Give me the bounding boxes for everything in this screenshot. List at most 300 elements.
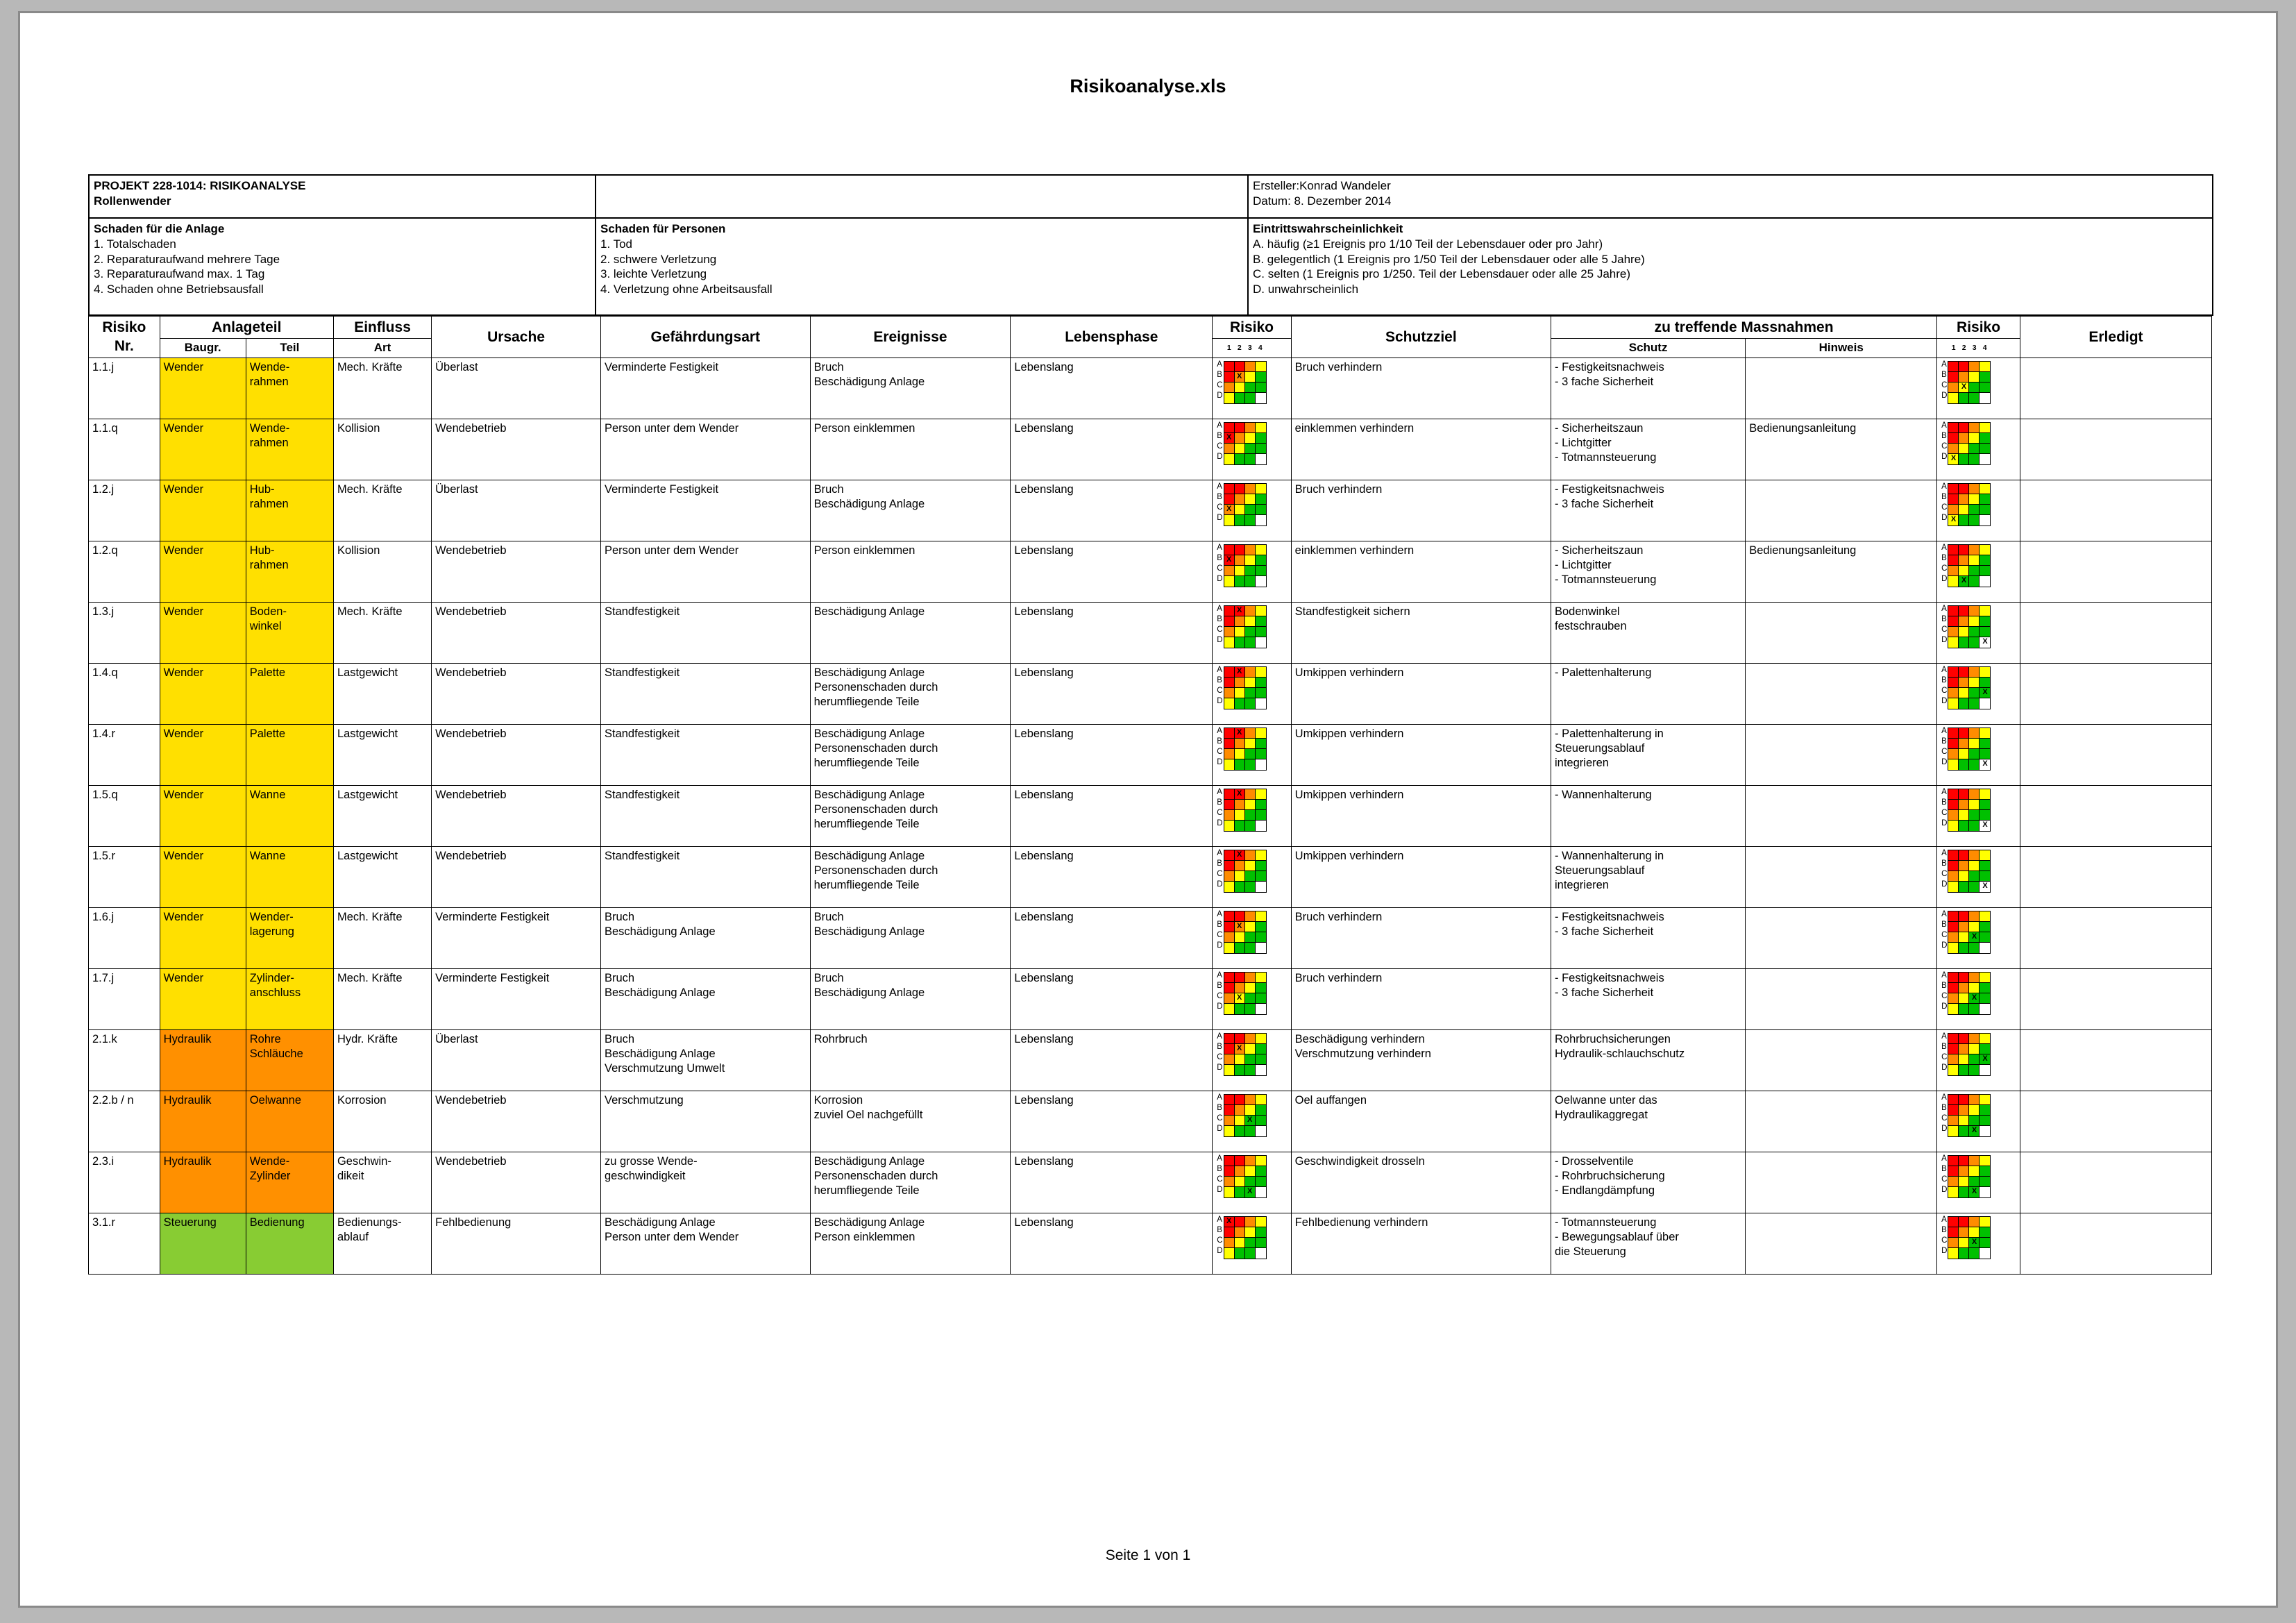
cell-erledigt[interactable] [2020, 1091, 2211, 1152]
matrix-cell [1245, 749, 1256, 759]
matrix-cell [1959, 616, 1969, 627]
matrix-cell [1256, 850, 1266, 861]
matrix-cell [1224, 789, 1235, 800]
col-erledigt: Erledigt [2020, 317, 2211, 358]
cell-art: Bedienungs- ablauf [333, 1213, 431, 1274]
cell-schutz: - Sicherheitszaun - Lichtgitter - Totmannsteuerung [1551, 541, 1746, 602]
matrix-cell [1224, 810, 1235, 821]
matrix-cell [1959, 800, 1969, 810]
matrix-cell [1224, 1034, 1235, 1044]
matrix-cell [1980, 1187, 1990, 1197]
table-row[interactable] [89, 541, 2212, 602]
document-page [18, 11, 2278, 1608]
matrix-col-number: 4 [1982, 344, 1987, 352]
matrix-cell [1980, 545, 1990, 555]
cell-schutzziel: Umkippen verhindern [1291, 663, 1551, 724]
matrix-row-label: A [1941, 970, 1947, 979]
matrix-cell [1245, 861, 1256, 871]
matrix-cell [1959, 545, 1969, 555]
cell-schutzziel: Fehlbedienung verhindern [1291, 1213, 1551, 1274]
risk-matrix [1941, 1216, 2016, 1259]
matrix-cell [1256, 698, 1266, 709]
cell-risk-after[interactable] [1937, 541, 2020, 602]
matrix-row-labels [1941, 422, 1947, 464]
matrix-row-label: C [1217, 442, 1223, 451]
matrix-cell [1224, 1054, 1235, 1065]
matrix-grid [1948, 972, 1991, 1015]
matrix-cell [1959, 821, 1969, 831]
matrix-row-labels [1217, 850, 1222, 891]
risk-matrix [1216, 666, 1287, 709]
cell-lebensphase: Lebenslang [1011, 968, 1213, 1029]
cell-risk-before[interactable] [1213, 846, 1291, 907]
matrix-cell [1235, 800, 1245, 810]
matrix-row-labels [1941, 544, 1947, 586]
matrix-cell [1980, 850, 1990, 861]
matrix-cell [1235, 1054, 1245, 1065]
matrix-cell [1959, 1248, 1969, 1259]
matrix-cell [1948, 484, 1959, 494]
table-row[interactable] [89, 1213, 2212, 1274]
matrix-cell [1948, 1034, 1959, 1044]
cell-risk-after[interactable] [1937, 724, 2020, 785]
matrix-cell [1948, 362, 1959, 372]
cell-lebensphase: Lebenslang [1011, 1091, 1213, 1152]
matrix-cell [1245, 433, 1256, 444]
matrix-cell [1959, 850, 1969, 861]
matrix-row-label: B [1217, 1164, 1222, 1173]
cell-gefaehrdungsart: Verminderte Festigkeit [600, 480, 810, 541]
matrix-row-label: D [1941, 1063, 1948, 1072]
matrix-cell [1948, 810, 1959, 821]
matrix-cell [1256, 1034, 1266, 1044]
matrix-row-label: B [1217, 553, 1222, 562]
matrix-cell [1235, 943, 1245, 953]
matrix-cell [1245, 1166, 1256, 1177]
table-row[interactable] [89, 1029, 2212, 1091]
matrix-grid [1948, 1216, 1991, 1259]
matrix-cell [1256, 821, 1266, 831]
damage-plant-item: 2. Reparaturaufwand mehrere Tage [94, 252, 280, 266]
matrix-cell [1969, 739, 1980, 749]
cell-erledigt[interactable] [2020, 480, 2211, 541]
damage-persons-item: 3. leichte Verletzung [600, 267, 707, 281]
matrix-row-label: D [1941, 880, 1948, 889]
matrix-grid [1948, 483, 1991, 526]
cell-risk-before[interactable] [1213, 968, 1291, 1029]
col-einfluss: Einfluss [333, 317, 431, 339]
matrix-grid [1948, 1094, 1991, 1137]
cell-erledigt[interactable] [2020, 968, 2211, 1029]
matrix-cell [1980, 1105, 1990, 1116]
matrix-cell [1245, 1177, 1256, 1187]
matrix-cell [1256, 882, 1266, 892]
matrix-cell [1948, 882, 1959, 892]
matrix-cell: X [1245, 1116, 1256, 1126]
cell-ursache: Wendebetrieb [432, 724, 601, 785]
matrix-cell [1948, 1126, 1959, 1136]
matrix-cell [1235, 821, 1245, 831]
table-row[interactable] [89, 968, 2212, 1029]
table-row[interactable] [89, 1091, 2212, 1152]
cell-erledigt[interactable] [2020, 419, 2211, 480]
matrix-cell [1959, 454, 1969, 464]
cell-risk-before[interactable] [1213, 1091, 1291, 1152]
table-row[interactable] [89, 602, 2212, 663]
matrix-cell [1969, 372, 1980, 382]
cell-teil: Zylinder- anschluss [246, 968, 333, 1029]
matrix-cell [1980, 606, 1990, 616]
risk-matrix [1216, 1093, 1287, 1137]
matrix-cell [1959, 505, 1969, 515]
matrix-cell [1256, 932, 1266, 943]
matrix-cell [1980, 810, 1990, 821]
matrix-cell [1235, 911, 1245, 922]
cell-lebensphase: Lebenslang [1011, 846, 1213, 907]
cell-risk-after[interactable] [1937, 419, 2020, 480]
risk-matrix [1941, 666, 2016, 709]
col-baugr: Baugr. [160, 339, 246, 358]
cell-risk-after[interactable] [1937, 480, 2020, 541]
matrix-grid [1948, 605, 1991, 648]
matrix-row-label: D [1941, 635, 1948, 644]
cell-gefaehrdungsart: Standfestigkeit [600, 724, 810, 785]
matrix-cell [1959, 1034, 1969, 1044]
matrix-row-label: D [1941, 1246, 1948, 1255]
matrix-cell [1224, 1044, 1235, 1054]
cell-risk-before[interactable] [1213, 602, 1291, 663]
risk-matrix [1216, 360, 1287, 404]
matrix-row-label: C [1217, 1175, 1223, 1184]
matrix-row-label: B [1217, 1103, 1222, 1112]
cell-risk-before[interactable] [1213, 1213, 1291, 1274]
matrix-cell [1959, 983, 1969, 993]
cell-risiko-nr: 1.5.r [89, 846, 160, 907]
matrix-cell [1959, 759, 1969, 770]
matrix-row-labels [1217, 361, 1222, 403]
cell-risk-before[interactable] [1213, 480, 1291, 541]
cell-erledigt[interactable] [2020, 1029, 2211, 1091]
cell-risk-before[interactable] [1213, 785, 1291, 846]
cell-gefaehrdungsart: Person unter dem Wender [600, 419, 810, 480]
matrix-row-label: D [1217, 635, 1223, 644]
table-row[interactable] [89, 907, 2212, 968]
cell-risk-before[interactable] [1213, 358, 1291, 419]
cell-risk-after[interactable] [1937, 1029, 2020, 1091]
matrix-row-label: B [1941, 1103, 1947, 1112]
matrix-cell [1969, 484, 1980, 494]
matrix-cell [1959, 1095, 1969, 1105]
matrix-cell [1245, 688, 1256, 698]
matrix-cell [1245, 850, 1256, 861]
cell-ursache: Wendebetrieb [432, 1091, 601, 1152]
matrix-row-label: C [1217, 1236, 1223, 1245]
matrix-cell [1256, 627, 1266, 637]
matrix-cell [1256, 393, 1266, 403]
cell-erledigt[interactable] [2020, 663, 2211, 724]
cell-gefaehrdungsart: Verminderte Festigkeit [600, 358, 810, 419]
cell-hinweis [1746, 1213, 1937, 1274]
matrix-cell [1235, 1095, 1245, 1105]
project-subtitle: Rollenwender [94, 194, 171, 208]
matrix-cell: X [1980, 882, 1990, 892]
cell-risk-before[interactable] [1213, 541, 1291, 602]
matrix-cell [1256, 800, 1266, 810]
risk-matrix [1941, 1032, 2016, 1076]
matrix-cell [1959, 423, 1969, 433]
matrix-cell [1959, 433, 1969, 444]
matrix-cell [1948, 1095, 1959, 1105]
matrix-row-label: C [1941, 686, 1948, 695]
matrix-cell [1948, 1065, 1959, 1075]
matrix-grid [1224, 728, 1267, 771]
matrix-cell [1959, 789, 1969, 800]
matrix-cell [1224, 698, 1235, 709]
cell-risiko-nr: 2.2.b / n [89, 1091, 160, 1152]
matrix-row-label: D [1217, 696, 1223, 705]
matrix-grid [1224, 666, 1267, 709]
matrix-cell [1959, 1156, 1969, 1166]
matrix-cell [1256, 1238, 1266, 1248]
table-row[interactable] [89, 419, 2212, 480]
cell-risk-after[interactable] [1937, 663, 2020, 724]
cell-baugr: Wender [160, 358, 246, 419]
damage-plant-item: 3. Reparaturaufwand max. 1 Tag [94, 267, 265, 281]
matrix-row-labels [1217, 789, 1222, 830]
matrix-cell [1948, 627, 1959, 637]
matrix-row-label: D [1217, 1185, 1223, 1194]
matrix-cell [1235, 545, 1245, 555]
col-ereignisse: Ereignisse [810, 317, 1011, 358]
matrix-row-labels [1941, 666, 1947, 708]
matrix-cell: X [1224, 505, 1235, 515]
matrix-cell [1245, 698, 1256, 709]
matrix-cell [1959, 922, 1969, 932]
cell-schutzziel: Umkippen verhindern [1291, 846, 1551, 907]
cell-risk-after[interactable] [1937, 1152, 2020, 1213]
cell-risk-after[interactable] [1937, 1213, 2020, 1274]
matrix-cell [1959, 1166, 1969, 1177]
table-row[interactable] [89, 663, 2212, 724]
cell-ereignisse: Korrosion zuviel Oel nachgefüllt [810, 1091, 1011, 1152]
cell-erledigt[interactable] [2020, 541, 2211, 602]
cell-baugr: Hydraulik [160, 1029, 246, 1091]
cell-erledigt[interactable] [2020, 358, 2211, 419]
matrix-cell [1224, 759, 1235, 770]
matrix-cell [1980, 1065, 1990, 1075]
matrix-row-label: A [1941, 848, 1947, 857]
cell-schutzziel: Bruch verhindern [1291, 907, 1551, 968]
project-cell [89, 175, 596, 218]
matrix-cell [1948, 850, 1959, 861]
matrix-cell [1224, 1156, 1235, 1166]
matrix-cell: X [1980, 1054, 1990, 1065]
cell-risk-before[interactable] [1213, 907, 1291, 968]
matrix-cell [1959, 973, 1969, 983]
matrix-grid [1948, 361, 1991, 404]
cell-risk-after[interactable] [1937, 602, 2020, 663]
cell-risk-after[interactable] [1937, 1091, 2020, 1152]
matrix-cell [1245, 423, 1256, 433]
matrix-row-label: D [1941, 574, 1948, 583]
matrix-cell: X [1235, 606, 1245, 616]
matrix-cell [1224, 566, 1235, 576]
matrix-grid [1224, 850, 1267, 893]
matrix-row-label: D [1217, 391, 1223, 400]
cell-ursache: Wendebetrieb [432, 602, 601, 663]
matrix-cell [1235, 433, 1245, 444]
matrix-row-labels [1217, 972, 1222, 1014]
table-row[interactable] [89, 1152, 2212, 1213]
matrix-row-label: B [1217, 614, 1222, 623]
matrix-row-label: A [1941, 543, 1947, 552]
cell-erledigt[interactable] [2020, 1152, 2211, 1213]
matrix-row-label: A [1941, 787, 1947, 796]
matrix-cell [1256, 871, 1266, 882]
matrix-cell [1224, 1065, 1235, 1075]
cell-erledigt[interactable] [2020, 1213, 2211, 1274]
cell-risiko-nr: 3.1.r [89, 1213, 160, 1274]
cell-risk-before[interactable] [1213, 1152, 1291, 1213]
col-gefaehrdungsart: Gefährdungsart [600, 317, 810, 358]
risk-matrix [1941, 727, 2016, 771]
matrix-row-label: D [1217, 1063, 1223, 1072]
cell-erledigt[interactable] [2020, 785, 2211, 846]
cell-risk-after[interactable] [1937, 785, 2020, 846]
matrix-cell [1235, 759, 1245, 770]
table-row[interactable] [89, 785, 2212, 846]
matrix-cell [1235, 484, 1245, 494]
matrix-cell [1980, 454, 1990, 464]
matrix-cell [1959, 362, 1969, 372]
matrix-cell [1948, 943, 1959, 953]
col-risiko-before [1213, 317, 1291, 339]
matrix-cell [1224, 993, 1235, 1004]
matrix-cell: X [1959, 576, 1969, 587]
matrix-cell [1256, 576, 1266, 587]
matrix-cell [1969, 810, 1980, 821]
matrix-cell [1959, 749, 1969, 759]
risk-matrix [1216, 605, 1287, 648]
matrix-cell [1256, 566, 1266, 576]
cell-risk-after[interactable] [1937, 358, 2020, 419]
cell-ereignisse: Rohrbruch [810, 1029, 1011, 1091]
cell-schutz: - Festigkeitsnachweis - 3 fache Sicherheit [1551, 907, 1746, 968]
table-row[interactable] [89, 724, 2212, 785]
cell-art: Lastgewicht [333, 724, 431, 785]
cell-teil: Wanne [246, 785, 333, 846]
matrix-cell [1969, 566, 1980, 576]
cell-teil: Boden- winkel [246, 602, 333, 663]
matrix-cell [1224, 484, 1235, 494]
matrix-cell [1235, 566, 1245, 576]
cell-ereignisse: Beschädigung Anlage Personenschaden durch herumfliegende Teile [810, 1152, 1011, 1213]
cell-gefaehrdungsart: Standfestigkeit [600, 663, 810, 724]
matrix-cell [1245, 810, 1256, 821]
cell-risk-before[interactable] [1213, 663, 1291, 724]
cell-erledigt[interactable] [2020, 602, 2211, 663]
matrix-row-label: C [1941, 1175, 1948, 1184]
matrix-cell [1969, 800, 1980, 810]
matrix-cell [1948, 494, 1959, 505]
cell-hinweis [1746, 724, 1937, 785]
matrix-cell [1256, 494, 1266, 505]
matrix-cell [1235, 576, 1245, 587]
cell-risk-before[interactable] [1213, 1029, 1291, 1091]
matrix-cell [1980, 362, 1990, 372]
cell-erledigt[interactable] [2020, 724, 2211, 785]
cell-ursache: Verminderte Festigkeit [432, 968, 601, 1029]
project-title: PROJEKT 228-1014: RISIKOANALYSE [94, 179, 306, 192]
matrix-row-label: C [1217, 686, 1223, 695]
table-row[interactable] [89, 358, 2212, 419]
cell-hinweis [1746, 1152, 1937, 1213]
cell-hinweis [1746, 358, 1937, 419]
cell-erledigt[interactable] [2020, 907, 2211, 968]
cell-ursache: Wendebetrieb [432, 846, 601, 907]
cell-risk-before[interactable] [1213, 419, 1291, 480]
matrix-row-label: B [1941, 675, 1947, 684]
matrix-cell [1959, 678, 1969, 688]
cell-lebensphase: Lebenslang [1011, 1152, 1213, 1213]
matrix-cell [1224, 545, 1235, 555]
matrix-cell [1256, 1105, 1266, 1116]
matrix-grid [1224, 361, 1267, 404]
matrix-cell [1245, 627, 1256, 637]
cell-hinweis [1746, 602, 1937, 663]
cell-baugr: Wender [160, 602, 246, 663]
matrix-cell: X [1245, 1187, 1256, 1197]
cell-erledigt[interactable] [2020, 846, 2211, 907]
matrix-row-label: B [1217, 1042, 1222, 1051]
risk-matrix [1941, 788, 2016, 832]
cell-risk-after[interactable] [1937, 968, 2020, 1029]
col-risiko-label: Risiko [102, 319, 146, 335]
cell-risk-before[interactable] [1213, 724, 1291, 785]
cell-risk-after[interactable] [1937, 907, 2020, 968]
cell-risk-after[interactable] [1937, 846, 2020, 907]
matrix-cell [1224, 943, 1235, 953]
table-row[interactable] [89, 846, 2212, 907]
cell-ereignisse: Person einklemmen [810, 541, 1011, 602]
matrix-cell [1256, 1217, 1266, 1227]
matrix-cell [1256, 861, 1266, 871]
matrix-cell [1235, 1065, 1245, 1075]
matrix-row-label: A [1941, 604, 1947, 613]
matrix-cell [1959, 1116, 1969, 1126]
matrix-cell [1245, 943, 1256, 953]
col-art: Art [333, 339, 431, 358]
matrix-row-labels [1941, 1155, 1947, 1197]
cell-hinweis: Bedienungsanleitung [1746, 419, 1937, 480]
matrix-cell [1969, 576, 1980, 587]
matrix-cell [1245, 1238, 1256, 1248]
matrix-cell [1256, 616, 1266, 627]
cell-art: Kollision [333, 541, 431, 602]
matrix-row-label: C [1217, 991, 1223, 1000]
matrix-cell [1969, 1227, 1980, 1238]
matrix-cell [1959, 993, 1969, 1004]
damage-persons-title: Schaden für Personen [600, 222, 726, 235]
matrix-row-labels [1217, 544, 1222, 586]
cell-schutzziel: Standfestigkeit sichern [1291, 602, 1551, 663]
cell-risiko-nr: 1.1.j [89, 358, 160, 419]
matrix-cell [1224, 1116, 1235, 1126]
table-row[interactable] [89, 480, 2212, 541]
matrix-cell [1256, 678, 1266, 688]
matrix-cell [1245, 789, 1256, 800]
matrix-cell [1245, 515, 1256, 525]
